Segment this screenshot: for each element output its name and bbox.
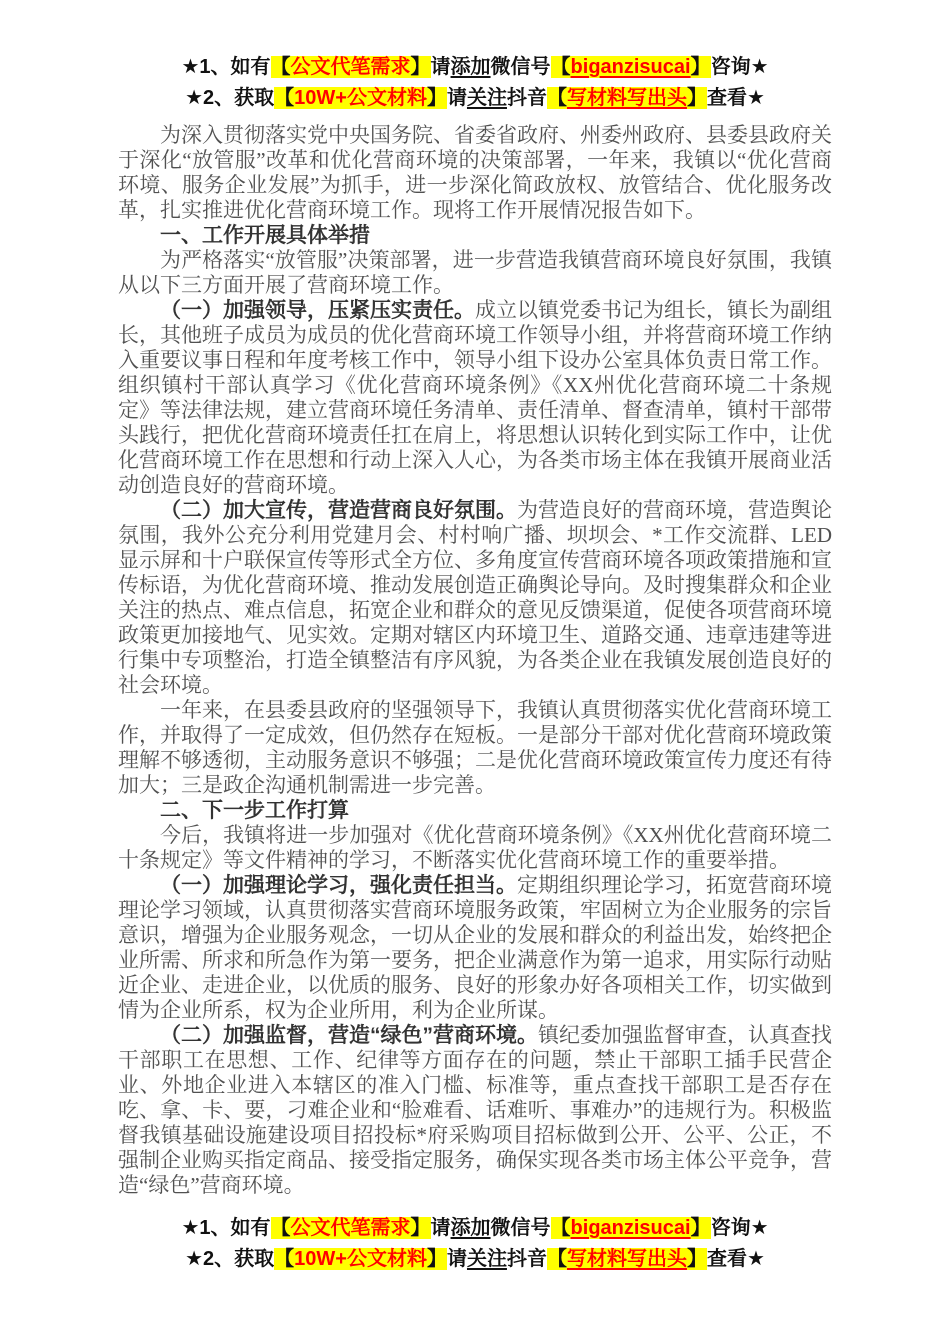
banner-line [118, 52, 832, 83]
close-bracket: 】 [690, 56, 711, 78]
paragraph-lead: （二）加大宣传，营造营商良好氛围。 [160, 499, 517, 522]
star-prefix: ★1、如有 [181, 1217, 271, 1239]
plain-text: 请 [446, 1248, 467, 1270]
plain-text: 抖音 [506, 87, 547, 109]
action-follow: 关注 [466, 1248, 507, 1270]
close-bracket: 】 [686, 1248, 707, 1270]
section-heading: 一、工作开展具体举措 [160, 224, 370, 247]
star-prefix: ★2、获取 [185, 87, 275, 109]
close-bracket: 】 [410, 1217, 431, 1239]
star-suffix: 查看★ [706, 1248, 765, 1270]
body-paragraph: 一年来，在县委县政府的坚强领导下，我镇认真贯彻落实优化营商环境工作，并取得了一定成效，但仍然存在短板。一是部分干部对优化营商环境政策理解不够透彻，主动服务意识不够强；二是优化营商环境政策宣传力度还有待加大；三是政企沟通机制需进一步完善。 [118, 698, 832, 797]
highlight-service: 公文代笔需求 [290, 1217, 411, 1239]
action-add: 添加 [450, 1217, 491, 1239]
body-paragraph: （一）加强理论学习，强化责任担当。定期组织理论学习，拓宽营商环境理论学习领域，认真贯彻落实营商环境服务政策，牢固树立为企业服务的宗旨意识，增强为企业服务观念，一切从企业的发展和群众的利益出发，始终把企业所需、所求和所急作为第一要务，把企业满意作为第一追求，用实际行动贴近企业、走进企业，以优质的服务、良好的形象办好各项相关工作，切实做到情为企业所系，权为企业所用，利为企业所谋。 [118, 873, 832, 1022]
wechat-id: biganzisucai [570, 56, 691, 78]
close-bracket: 】 [690, 1217, 711, 1239]
douyin-name: 写材料写出头 [566, 1248, 687, 1270]
promo-banner-bottom [118, 1213, 832, 1275]
close-bracket: 】 [410, 56, 431, 78]
body-paragraph: （二）加大宣传，营造营商良好氛围。为营造良好的营商环境，营造舆论氛围，我外公充分利用党建月会、村村响广播、坝坝会、*工作交流群、LED显示屏和十户联保宣传等形式全方位、多角度宣传营商环境各项政策措施和宣传标语，为优化营商环境、推动发展创造正确舆论导向。及时搜集群众和企业关注的热点、难点信息，拓宽企业和群众的意见反馈渠道，促使各项营商环境政策更加接地气、见实效。定期对辖区内环境卫生、道路交通、违章违建等进行集中专项整治，打造全镇整洁有序风貌，为各类企业在我镇发展创造良好的社会环境。 [118, 498, 832, 697]
document-body [118, 123, 832, 1198]
highlight-materials: 10W+公文材料 [294, 1248, 427, 1270]
action-follow: 关注 [466, 87, 507, 109]
plain-text: 抖音 [506, 1248, 547, 1270]
banner-line [118, 83, 832, 114]
open-bracket: 【 [270, 1217, 291, 1239]
star-prefix: ★1、如有 [181, 56, 271, 78]
highlight-materials: 10W+公文材料 [294, 87, 427, 109]
wechat-id: biganzisucai [570, 1217, 691, 1239]
open-bracket: 【 [546, 1248, 567, 1270]
body-paragraph: 为严格落实“放管服”决策部署，进一步营造我镇营商环境良好氛围，我镇从以下三方面开展了营商环境工作。 [118, 248, 832, 297]
star-suffix: 咨询★ [710, 56, 769, 78]
open-bracket: 【 [274, 87, 295, 109]
plain-text: 请 [446, 87, 467, 109]
douyin-name: 写材料写出头 [566, 87, 687, 109]
body-paragraph: 今后，我镇将进一步加强对《优化营商环境条例》《XX州优化营商环境二十条规定》等文件精神的学习，不断落实优化营商环境工作的重要举措。 [118, 823, 832, 872]
close-bracket: 】 [426, 1248, 447, 1270]
promo-banner-top [118, 52, 832, 114]
open-bracket: 【 [270, 56, 291, 78]
open-bracket: 【 [546, 87, 567, 109]
body-paragraph: 为深入贯彻落实党中央国务院、省委省政府、州委州政府、县委县政府关于深化“放管服”改革和优化营商环境的决策部署，一年来，我镇以“优化营商环境、服务企业发展”为抓手，进一步深化简政放权、放管结合、优化服务改革，扎实推进优化营商环境工作。现将工作开展情况报告如下。 [118, 123, 832, 222]
open-bracket: 【 [550, 56, 571, 78]
plain-text: 微信号 [490, 56, 551, 78]
close-bracket: 】 [686, 87, 707, 109]
highlight-service: 公文代笔需求 [290, 56, 411, 78]
plain-text: 请 [430, 1217, 451, 1239]
plain-text: 微信号 [490, 1217, 551, 1239]
section-heading: 二、下一步工作打算 [160, 799, 349, 822]
plain-text: 请 [430, 56, 451, 78]
paragraph-lead: （一）加强领导，压紧压实责任。 [160, 299, 475, 322]
paragraph-lead: （一）加强理论学习，强化责任担当。 [160, 874, 517, 897]
banner-line [118, 1213, 832, 1244]
open-bracket: 【 [274, 1248, 295, 1270]
body-paragraph: （二）加强监督，营造“绿色”营商环境。镇纪委加强监督审查，认真查找干部职工在思想、工作、纪律等方面存在的问题，禁止干部职工插手民营企业、外地企业进入本辖区的准入门槛、标准等，重点查找干部职工是否存在吃、拿、卡、要，刁难企业和“脸难看、话难听、事难办”的违规行为。积极监督我镇基础设施建设项目招投标*府采购项目招标做到公开、公平、公正，不强制企业购买指定商品、接受指定服务，确保实现各类市场主体公平竞争，营造“绿色”营商环境。 [118, 1023, 832, 1197]
action-add: 添加 [450, 56, 491, 78]
paragraph-lead: （二）加强监督，营造“绿色”营商环境。 [160, 1024, 538, 1047]
close-bracket: 】 [426, 87, 447, 109]
star-suffix: 咨询★ [710, 1217, 769, 1239]
body-paragraph: （一）加强领导，压紧压实责任。成立以镇党委书记为组长，镇长为副组长，其他班子成员为成员的优化营商环境工作领导小组，并将营商环境工作纳入重要议事日程和年度考核工作中，领导小组下设办公室具体负责日常工作。组织镇村干部认真学习《优化营商环境条例》《XX州优化营商环境二十条规定》等法律法规，建立营商环境任务清单、责任清单、督查清单，镇村干部带头践行，把优化营商环境责任扛在肩上，将思想认识转化到实际工作中，让优化营商环境工作在思想和行动上深入人心，为各类市场主体在我镇开展商业活动创造良好的营商环境。 [118, 298, 832, 497]
banner-line [118, 1244, 832, 1275]
open-bracket: 【 [550, 1217, 571, 1239]
star-prefix: ★2、获取 [185, 1248, 275, 1270]
star-suffix: 查看★ [706, 87, 765, 109]
